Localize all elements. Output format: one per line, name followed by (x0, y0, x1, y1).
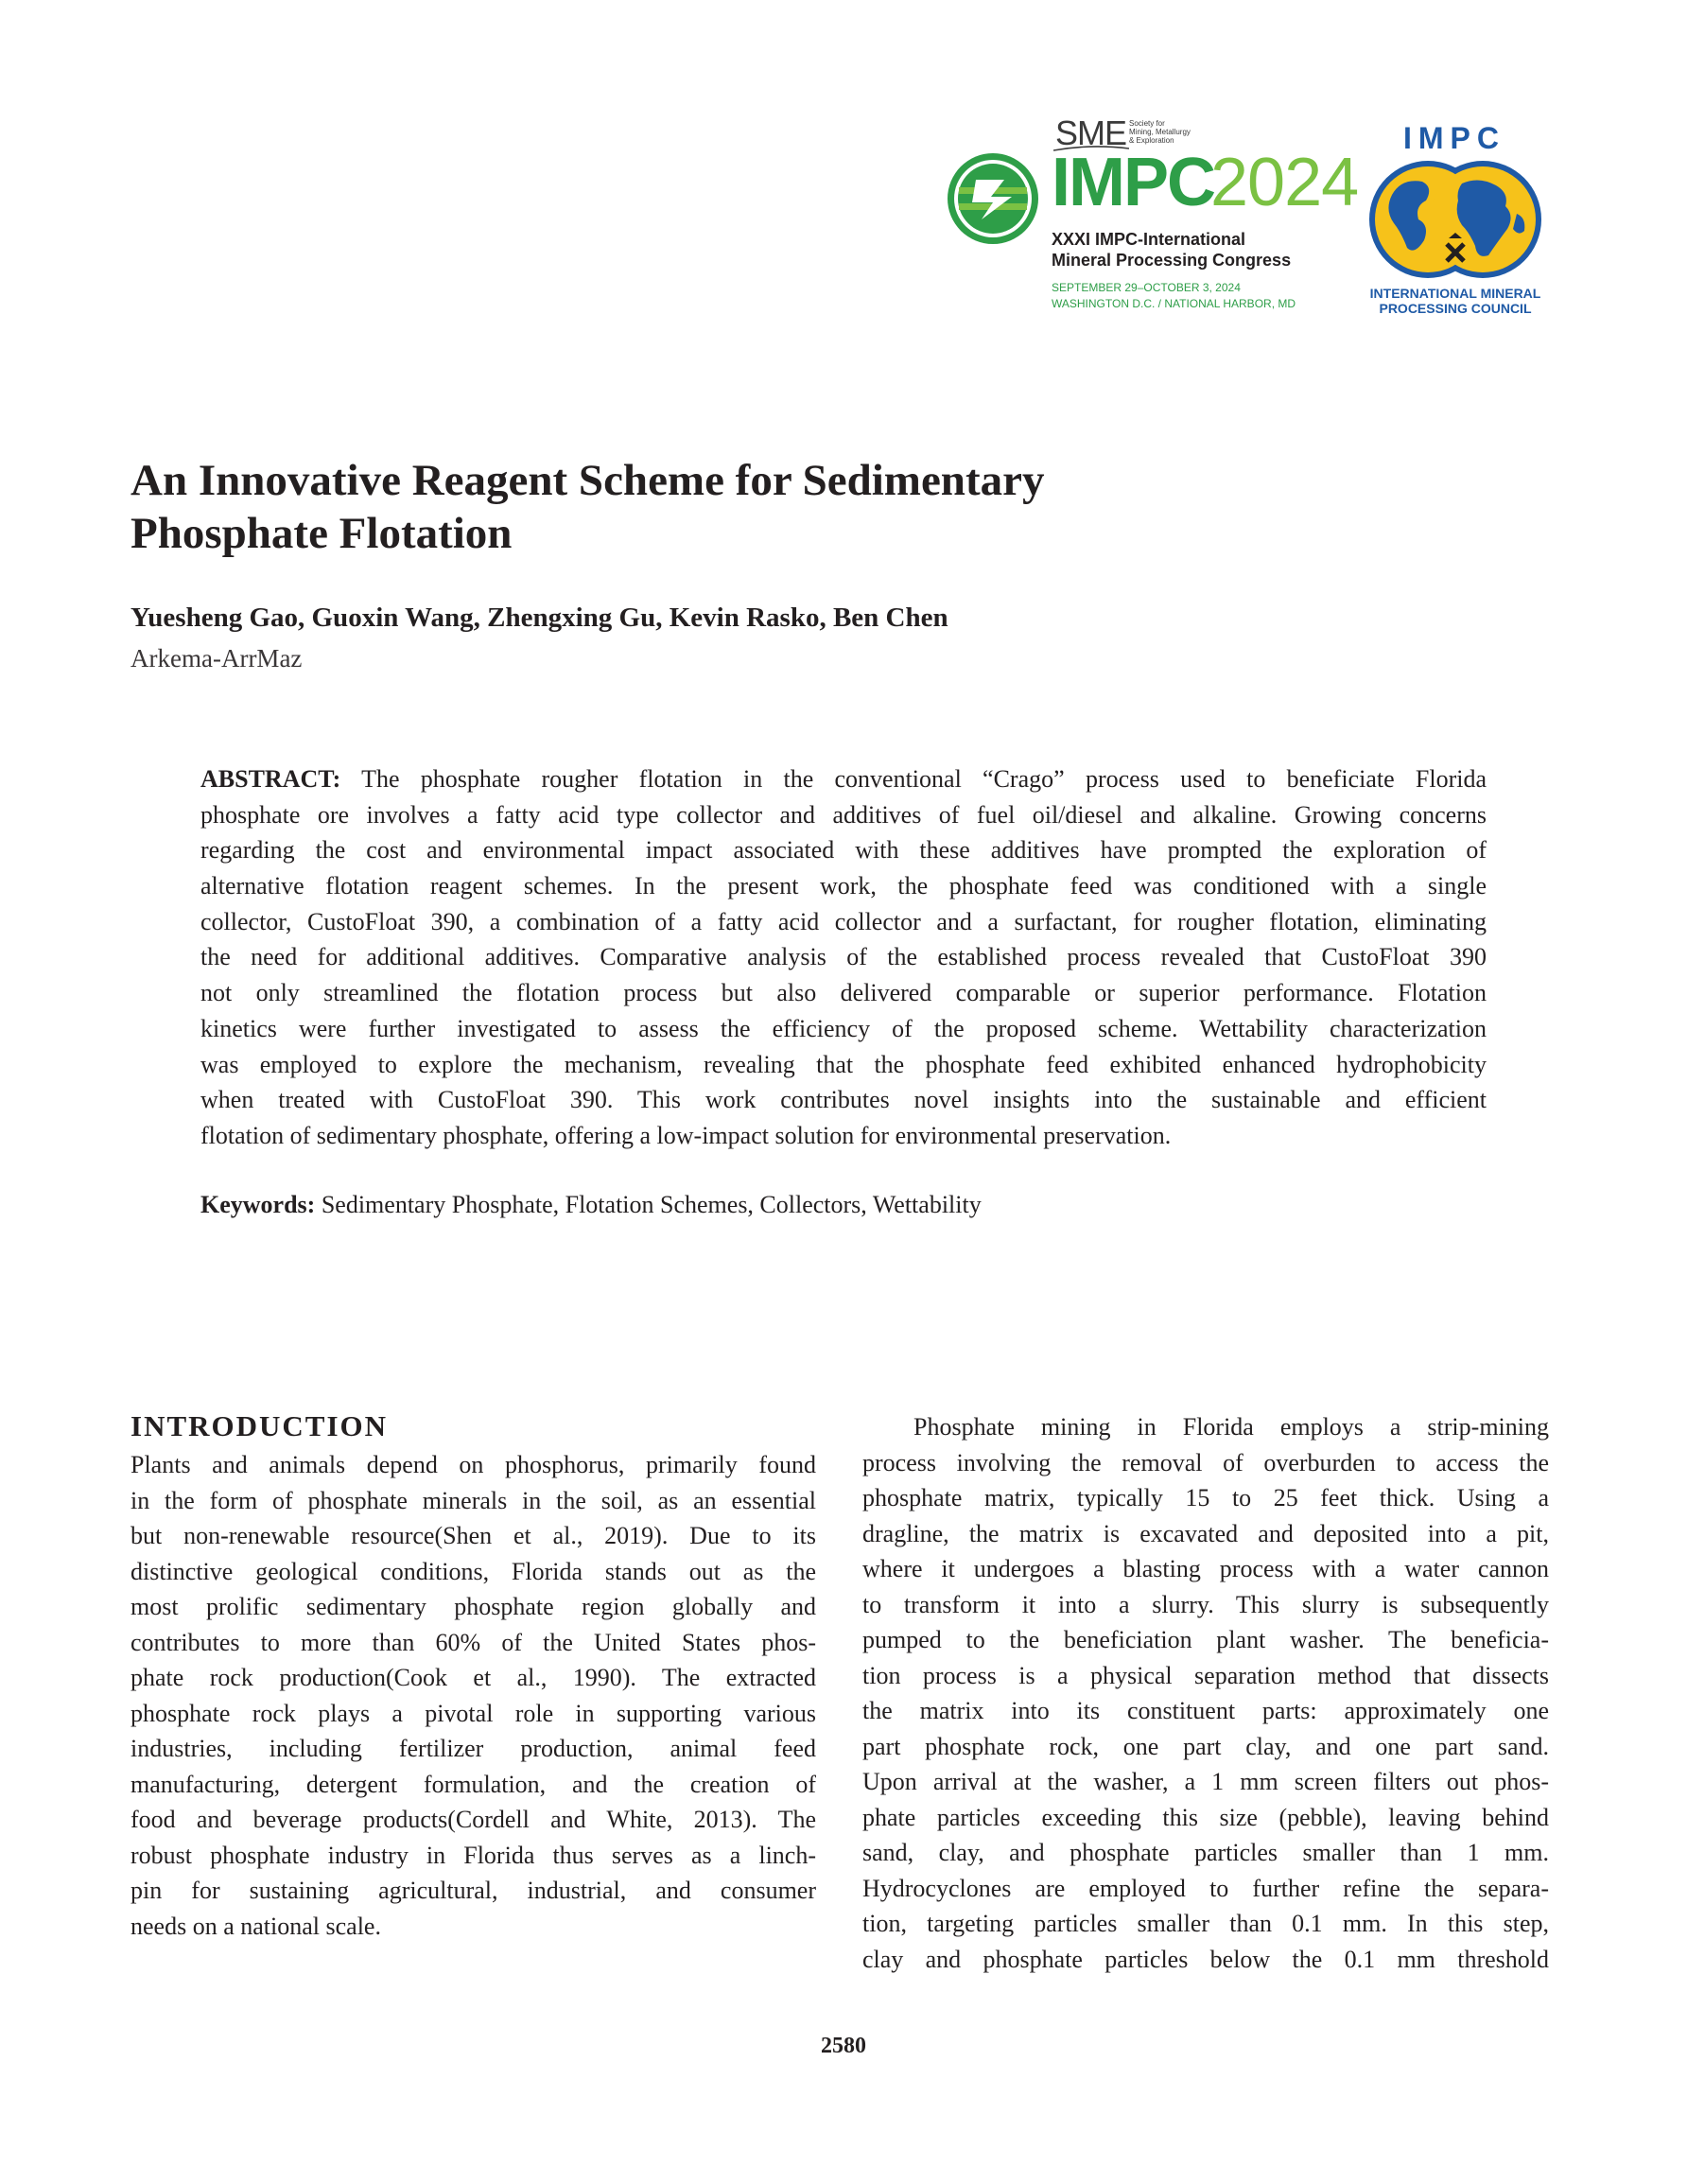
abstract-line: was employed to explore the mechanism, revealing that the phosphate feed exhibited enhanced hydrophobicity (200, 1050, 1487, 1078)
congress-name-line: Mineral Processing Congress (1052, 251, 1292, 270)
keywords-text: Sedimentary Phosphate, Flotation Schemes, Collectors, Wettability (315, 1191, 982, 1218)
abstract-line: alternative flotation reagent schemes. In the present work, the phosphate feed was conditioned with a single (200, 872, 1487, 900)
impc-2024-logo (1052, 145, 1359, 227)
sme-society-line: Society for (1129, 119, 1165, 128)
sme-society-line: Mining, Metallurgy (1129, 128, 1191, 136)
abstract-line: not only streamlined the flotation process but also delivered comparable or superior performance. Flotation (200, 979, 1487, 1007)
body-line: pumped to the beneficiation plant washer. The beneficia- (862, 1626, 1549, 1653)
abstract-line: collector, CustoFloat 390, a combination of a fatty acid collector and a surfactant, for rougher flotation, eliminating (200, 907, 1487, 935)
body-line: part phosphate rock, one part clay, and one part sand. (862, 1732, 1549, 1760)
sme-wordmark: SME (1055, 114, 1127, 152)
body-line: phosphate rock plays a pivotal role in supporting various (130, 1699, 816, 1727)
body-line: tion process is a physical separation method that dissects (862, 1661, 1549, 1689)
abstract-line: regarding the cost and environmental impact associated with these additives have prompted the exploration of (200, 836, 1487, 865)
body-line: contributes to more than 60% of the United States phos- (130, 1628, 816, 1656)
abstract-line (200, 761, 1487, 797)
council-name-line: PROCESSING COUNCIL (1379, 301, 1532, 316)
abstract-line: flotation of sedimentary phosphate, offering a low-impact solution for environmental preservation. (200, 1121, 1172, 1149)
body-line: Phosphate mining in Florida employs a strip-mining (913, 1413, 1549, 1441)
impc-logo-text: IMPC (1052, 145, 1214, 220)
body-line: process involving the removal of overburden to access the (862, 1448, 1549, 1476)
abstract-line: when treated with CustoFloat 390. This work contributes novel insights into the sustainable and efficient (200, 1086, 1487, 1114)
body-line: needs on a national scale. (130, 1912, 381, 1940)
body-line: phate particles exceeding this size (pebble), leaving behind (862, 1803, 1549, 1831)
body-line: Upon arrival at the washer, a 1 mm screen filters out phos- (862, 1768, 1549, 1795)
abstract-line: phosphate ore involves a fatty acid type collector and additives of fuel oil/diesel and alkaline. Growing concerns (200, 800, 1487, 829)
abstract-line: kinetics were further investigated to assess the efficiency of the proposed scheme. Wettability characterization (200, 1014, 1487, 1042)
impc-council-abbr: IMPC (1403, 121, 1505, 155)
body-line: robust phosphate industry in Florida thus serves as a linch- (130, 1841, 816, 1869)
left-column-text (130, 1447, 816, 1944)
author-list: Yuesheng Gao, Guoxin Wang, Zhengxing Gu, Kevin Rasko, Ben Chen (130, 603, 948, 633)
body-line: the matrix into its constituent parts: approximately one (862, 1697, 1549, 1724)
body-line: in the form of phosphate minerals in the soil, as an essential (130, 1486, 816, 1514)
section-heading-introduction: INTRODUCTION (130, 1409, 389, 1442)
impc-emblem-icon (946, 151, 1040, 246)
abstract-line-text: The phosphate rougher flotation in the conventional “Crago” process used to beneficiate Florida (340, 765, 1487, 793)
sme-society-line: & Exploration (1129, 136, 1174, 145)
body-line: pin for sustaining agricultural, industrial, and consumer (130, 1877, 816, 1904)
congress-location: WASHINGTON D.C. / NATIONAL HARBOR, MD (1052, 297, 1296, 310)
keywords (200, 1189, 982, 1221)
body-line: sand, clay, and phosphate particles smaller than 1 mm. (862, 1839, 1549, 1866)
body-line: distinctive geological conditions, Florida stands out as the (130, 1557, 816, 1585)
author-affiliation: Arkema-ArrMaz (130, 644, 303, 673)
council-name-line: INTERNATIONAL MINERAL (1369, 286, 1541, 301)
congress-date: SEPTEMBER 29–OCTOBER 3, 2024 (1052, 281, 1241, 294)
title-line: Phosphate Flotation (130, 509, 513, 558)
globe-icon (1364, 157, 1547, 280)
title-line: An Innovative Reagent Scheme for Sedimentary (130, 456, 1045, 505)
body-line: manufacturing, detergent formulation, and the creation of (130, 1770, 816, 1798)
abstract-line: the need for additional additives. Comparative analysis of the established process revealed that CustoFloat 390 (200, 943, 1487, 971)
body-line: tion, targeting particles smaller than 0.1 mm. In this step, (862, 1910, 1549, 1937)
body-line: most prolific sedimentary phosphate region globally and (130, 1593, 816, 1620)
body-line: industries, including fertilizer production, animal feed (130, 1735, 816, 1762)
keywords-label: Keywords: (200, 1191, 316, 1218)
page-number: 2580 (821, 2034, 866, 2058)
body-line: but non-renewable resource(Shen et al., 2019). Due to its (130, 1522, 816, 1549)
body-line: phosphate matrix, typically 15 to 25 feet thick. Using a (862, 1484, 1549, 1511)
body-line: dragline, the matrix is excavated and deposited into a pit, (862, 1519, 1549, 1547)
abstract-label: ABSTRACT: (200, 765, 341, 793)
body-line: Hydrocyclones are employed to further refine the separa- (862, 1874, 1549, 1902)
body-line: clay and phosphate particles below the 0.1 mm threshold (862, 1945, 1549, 1973)
impc-logo-year: 2024 (1210, 145, 1359, 220)
right-column-text (862, 1409, 1549, 1977)
body-line: food and beverage products(Cordell and White, 2013). The (130, 1806, 816, 1833)
paper-title (130, 454, 1171, 560)
body-line: phate rock production(Cook et al., 1990). The extracted (130, 1664, 816, 1691)
abstract-block (200, 761, 1487, 1154)
body-line: to transform it into a slurry. This slurry is subsequently (862, 1590, 1549, 1618)
body-line: Plants and animals depend on phosphorus, primarily found (130, 1451, 816, 1478)
congress-name-line: XXXI IMPC-International (1052, 230, 1246, 249)
body-line: where it undergoes a blasting process with a water cannon (862, 1555, 1549, 1582)
